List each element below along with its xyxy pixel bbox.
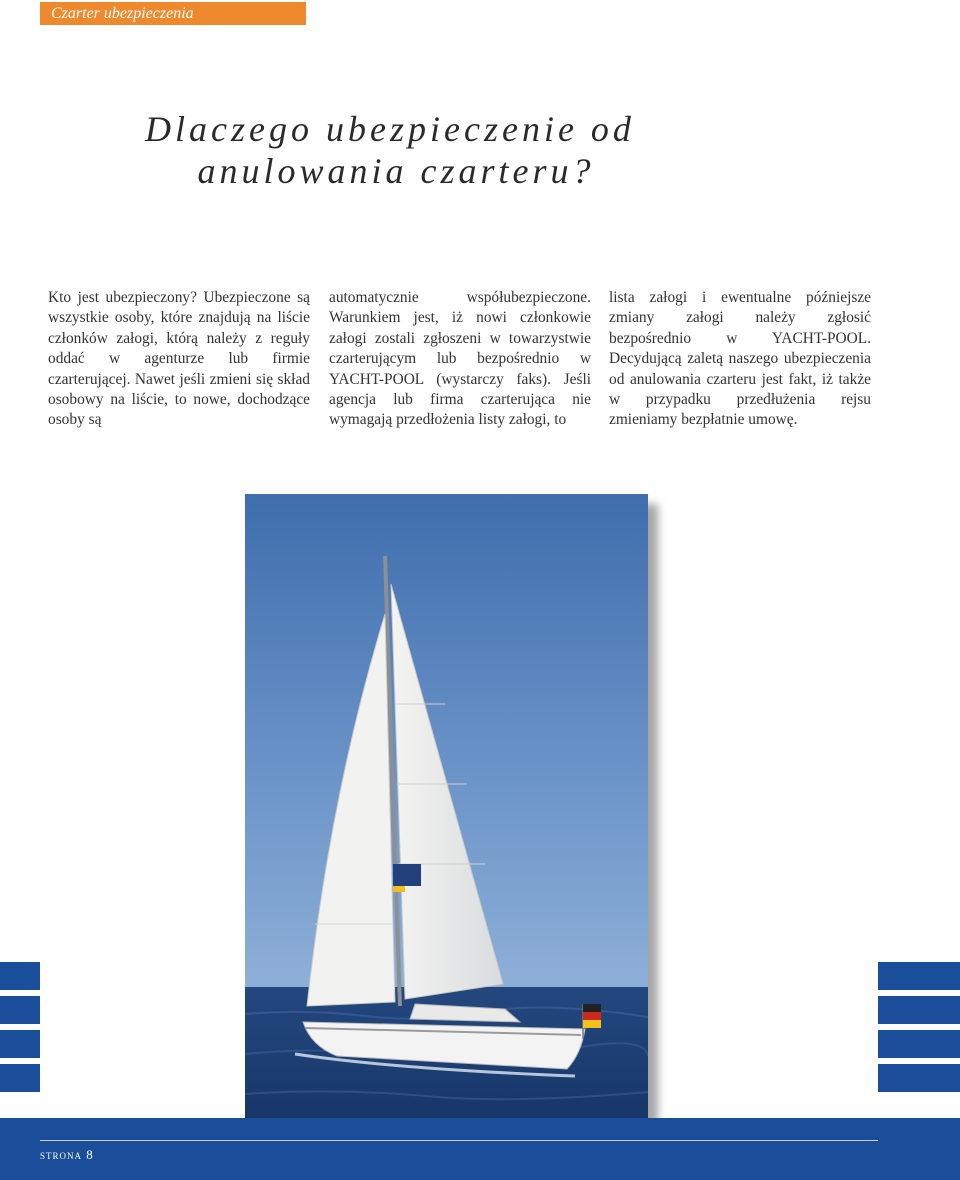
footer-band bbox=[0, 1118, 960, 1180]
decorative-stripes-left bbox=[0, 962, 40, 1098]
page-number: strona 8 bbox=[40, 1147, 94, 1162]
page-title bbox=[0, 108, 780, 192]
section-label: Czarter ubezpieczenia bbox=[51, 5, 194, 22]
footer-divider bbox=[40, 1140, 878, 1141]
text-column-1: Kto jest ubezpieczony? Ubezpieczone są wszystkie osoby, które znajdują na liście członków załogi, którą należy z reguły oddać w agenturze lub firmie czarterującej. Nawet jeśli zmieni się skład osobowy na liście, to nowe, dochodzące osoby są bbox=[48, 289, 310, 429]
sailboat-photo bbox=[245, 494, 648, 1120]
section-tab bbox=[40, 2, 306, 25]
page-title-line-2: anulowania czarteru? bbox=[197, 151, 595, 191]
decorative-stripes-right bbox=[878, 962, 960, 1098]
text-column-3: lista załogi i ewentualne późniejsze zmiany załogi należy zgłosić bezpośrednio w YACHT-POOL. Decydującą zaletą naszego ubezpieczenia od anulowania czarteru jest fakt, iż także w przypadku przedłużenia rejsu zmieniamy bezpłatnie umowę. bbox=[609, 289, 871, 429]
page-title-line-1: Dlaczego ubezpieczenie od bbox=[145, 109, 635, 149]
text-column-2: automatycznie współubezpieczone. Warunkiem jest, iż nowi członkowie załogi zostali zgłoszeni w towarzystwie czarterującym lub bezpośrednio w YACHT-POOL (wystarczy faks). Jeśli agencja lub firma czarterująca nie wymagają przedłożenia listy załogi, to bbox=[329, 289, 591, 429]
